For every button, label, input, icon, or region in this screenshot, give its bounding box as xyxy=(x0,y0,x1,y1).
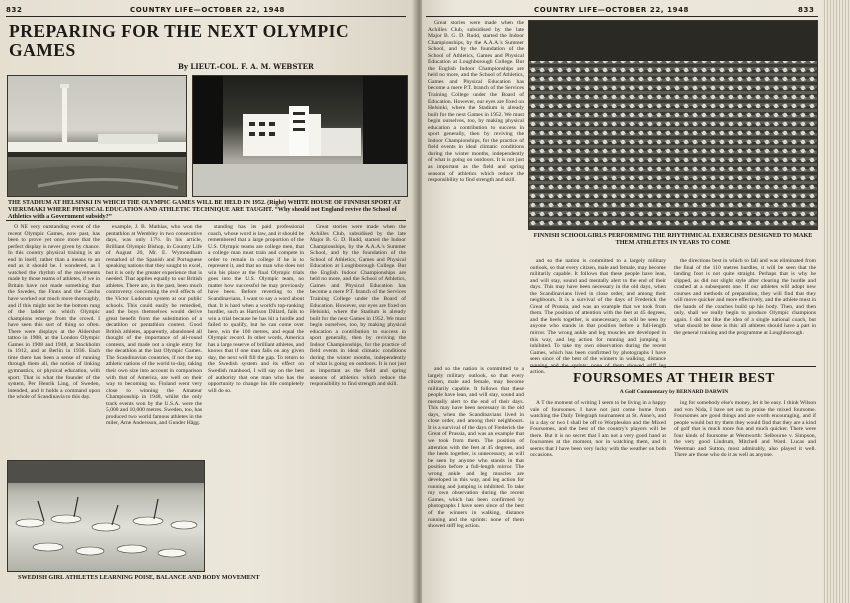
top-caption: THE STADIUM AT HELSINKI IN WHICH THE OLYMPIC GAMES WILL BE HELD IN 1952. (Right) WHITE HOUSE OF FINNISH SPORT AT VIERUMAKI WHERE PHYSICAL EDUCATION AND ATHLETIC TECHNIQUE ARE TAUGHT. “Why should not England revive the School of Athletics with a Government subsidy?” xyxy=(8,199,401,220)
left-page xyxy=(0,0,418,603)
foursomes-column-2: ing for somebody else's money, let it be easy. I think Wilson and von Nida, I have set out to praise the mixed foursome. Foursomes are good things and are worth encouraging, and if people would but try them they would find that they are a kind of golf that is much more fun and much quicker. There were four kinds of foursome at Wentworth: Selbourne v. Simpson, the very good Lindrum, Mitchell and Ward. Lucas and Weetman and Sutton, most admirably, also played it well. There are those who do it as well as anyone. xyxy=(674,400,816,459)
page-number: 833 xyxy=(798,6,815,14)
article-column-2: example, J. B. Mathias, who won the pentathlon at Wembley in two consecutive days, was only 17½. In his article, Brilliant Olympic Bishop, in Country Life of August 20, Mr. E. Wymondham remarked of the Spanish and Portuguese speaking nations that they sought to excel, but it is only the greater experience that is needed. That applies equally to our British athletes. There are, in the past, been much controversy concerning the evil effects of the Victor Ludorum system at our public schools. This could easily be remedied, and the boys themselves would derive great benefit from the substitution of a decathlon or pentathlon contest. Good British athletes, apparently, abandoned all thought of the importance of all-round contests, and made not a single entry for the decathlon at the last Olympic Games. The Scandinavian countries, if not the top athletic nations of the world to-day, taking their own size into account in comparison with that of America, are well on their way to becoming so. Finland went very close to winning the Amateur Championship in 1948, whilst the only track events won by the U.S.A. were the 5,000 and 10,000 metres. Sweden, too, has produced two world famous athletes in the miler, Arne Andersson, and Gunder Hägg. xyxy=(106,224,202,427)
head-rule xyxy=(6,16,406,17)
right-column-0b: and so the nation is committed to a largely military outlook, so that every citizen, male and female, may become militarily capable. It follows that these people have lean, and will stay, sound and mentally alert to the end of their days. This may have been necessary in the old days, when the Scandinavians lived in close order, and among their neighbours. It is a survival of the days of Frederick the Great of Prussia, and was an example that we took from them. The position of attention with the feet at 45 degrees, and the heels together, is unnecessary, as will be seen by anyone who stands in that position before a full-length mirror. The wrong ankle and leg muscles are developed in this way, and leg action for running and jumping is inhibited. To take my own observation during the recent Games, which has been confirmed by photographs I have seen since of the best of the winners in walking, distance running and the sprints: none of them showed stiff leg action. xyxy=(428,366,524,530)
foursomes-column-1: A T the moment of writing I seem to be living in a happy vale of foursomes. I have not just come home from watching the Daily Telegraph tournament at St. Anne's, and in a day or two I shall be off to Worplesdon and the Mixed Foursomes, and the best of the country's players will be there. But it is no secret that I am not a very good hand at foursomes at the moment, nor in watching them, and it seems that I have been very lucky with the weather on both occasions. xyxy=(530,400,666,459)
byline: By LIEUT.-COL. F. A. M. WEBSTER xyxy=(178,62,314,71)
section-rule xyxy=(530,366,816,367)
right-column-0: Great stories were made when the Achilles Club, subsidised by the late Major B. G. D. Rudd, started the Indoor Championships, by the A.A.A.'s Summer School, and by the foundation of the School of Athletics, Games and Physical Education at Loughborough College. But the English Indoor Championships are held no more, and the School of Athletics, Games and Physical Education has become a mere P.T. branch of the Services Training College under the Board of Education. However, our eyes are fixed on Helsinki, where the Stadium is already built for the next Games in 1952. We must begin ourselves, too, by making physical education a contribution to success in sport generally, then by reviving the Indoor Championships, for the practice of field events in ideal climatic conditions during the winter months, independently of what is going on outdoors. It is not just as important as the field and spring seasons of athletics which reduce the responsibility to find strength and skill. xyxy=(428,20,524,184)
foursomes-subtitle: A Golf Commentary by BERNARD DARWIN xyxy=(619,389,729,395)
caption-rule xyxy=(6,220,406,221)
head-rule xyxy=(426,16,818,17)
running-head: COUNTRY LIFE—OCTOBER 22, 1948 xyxy=(130,6,286,14)
article-title: PREPARING FOR THE NEXT OLYMPIC GAMES xyxy=(9,21,350,60)
foursomes-title: FOURSOMES AT THEIR BEST xyxy=(573,370,775,385)
page-number: 832 xyxy=(6,6,23,14)
stadium-tower-image xyxy=(8,76,186,196)
finnish-schoolgirls-photo xyxy=(528,20,818,230)
running-head: COUNTRY LIFE—OCTOBER 22, 1948 xyxy=(534,6,690,14)
swedish-girls-photo xyxy=(7,460,205,572)
article-column-3: standing has its paid professional coach, whose word is law, and it should be remembered that a large proportion of the U.S. Olympic teams are college men, that a college man must train and compete in order to remain in college if he is to represent it, and that no man who does not win his place at the final Olympic trials goes into the U.S. Olympic team, no matter how successful he may previously have been. Before reverting to the Scandinavians, I want to say a word about that. It is hard when a world's top-ranking hurdler, such as Harrison Dillard, fails to win a trial because he has hit a hurdle and failed to qualify, but he can come over here, win the 100 metres, and equal the Olympic record. In other words, America has a large reserve of brilliant athletes, and knows that if one man falls on any given day, the next will fill the gap. To return to the Swedish system and its effect on Swedish manhood, I will say on the best of authority that one man who has the opportunity to change his life completely will do so. xyxy=(208,224,304,394)
page-stack-edge xyxy=(822,0,850,603)
schoolgirls-exercise-image xyxy=(529,21,817,229)
gymnasts-image xyxy=(8,461,204,571)
sport-house-image xyxy=(193,76,407,196)
right-column-2: the directions best in which to fall and was eliminated from the final of the 110 metres hurdles, it will be seen that the landing foot is not quite straight. Perhaps that is why he slipped, as did not slight style after clearing the hurdle and crashed at a subsequent one. If our athletes will adopt new courses and methods of preparation, they will find that they will move quicker and more effectively, and the athlete must in the hands of the coaches build up his body. Then, and then only, shall we really begin to produce Olympic champions again. I did not like the idea of a single national coach, but what should be done is this: all athletes should have a part in the general training and the programme at Loughborough. xyxy=(674,258,816,337)
helsinki-stadium-photo xyxy=(7,75,187,197)
right-page xyxy=(422,0,822,603)
bottom-caption: SWEDISH GIRL ATHLETES LEARNING POISE, BALANCE AND BODY MOVEMENT xyxy=(18,574,260,581)
right-column-1: and so the nation is committed to a largely military outlook, so that every citizen, male and female, may become militarily capable. It follows that these people have lean, and will stay, sound and mentally alert to the end of their days. This may have been necessary in the old days, when the Scandinavians lived in close order, and among their neighbours. It is a survival of the days of Frederick the Great of Prussia, and was an example that we took from them. The position of attention with the feet at 45 degrees, and the heels together, is unnecessary, as will be seen by anyone who stands in that position before a full-length mirror. The wrong ankle and leg muscles are developed in this way, and leg action for running and jumping is inhibited. To take my own observation during the recent Games, which has been confirmed by photographs I have seen since of the best of the winners in walking, distance action. xyxy=(530,258,666,376)
vierumaki-house-photo xyxy=(192,75,408,197)
article-column-1: O NE very outstanding event of the recent Olympic Games, now past, has been to prove yet once more that the perfect display is never given by chance. In this country physical training is an end in itself, rather than a means to an end as it should be. I wondered, as I watched the rhythm of the movements made by those teams of athletes, if we in Britain have not made something that the Swedes, the Finns and the Czechs have worked out much more thoroughly, and if this might not be the bottom rung of the ladder on which Olympic champions emerge from the crowd. I have seen this sort of thing so often. There were displays at the Aldershot tattoo in 1908, at the London Olympic Games in 1908 and 1948, at Stockholm in 1912, and at Berlin in 1936. Each time there has been a sense of running through them all, the notion of linking gymnastics, or physical education, with sport. That is what the founder of the system, Per Henrik Ling, of Sweden, intended, and it holds a command upon the whole of Scandinavia to this day. xyxy=(8,224,100,401)
article-column-4: Great stories were made when the Achilles Club, subsidised by the late Major B. G. D. Rudd, started the Indoor Championships, by the A.A.A.'s Summer School, and by the foundation of the School of Athletics, Games and Physical Education at Loughborough College. But the English Indoor Championships are held no more, and the School of Athletics, Games and Physical Education has become a mere P.T. branch of the Services Training College under the Board of Education. However, our eyes are fixed on Helsinki, where the Stadium is already built for the next Games in 1952. We must begin ourselves, too, by making physical education a contribution to success in sport generally, then by reviving the Indoor Championships, for the practice of field events in ideal climatic conditions during the winter months, independently of what is going on outdoors. It is not just as important as the field and spring seasons of athletics which reduce the responsibility to find strength and skill. xyxy=(310,224,406,388)
photo-caption: FINNISH SCHOOLGIRLS PERFORMING THE RHYTHMICAL EXERCISES DESIGNED TO MAKE THEM ATHLETES IN YEARS TO COME xyxy=(533,232,813,246)
